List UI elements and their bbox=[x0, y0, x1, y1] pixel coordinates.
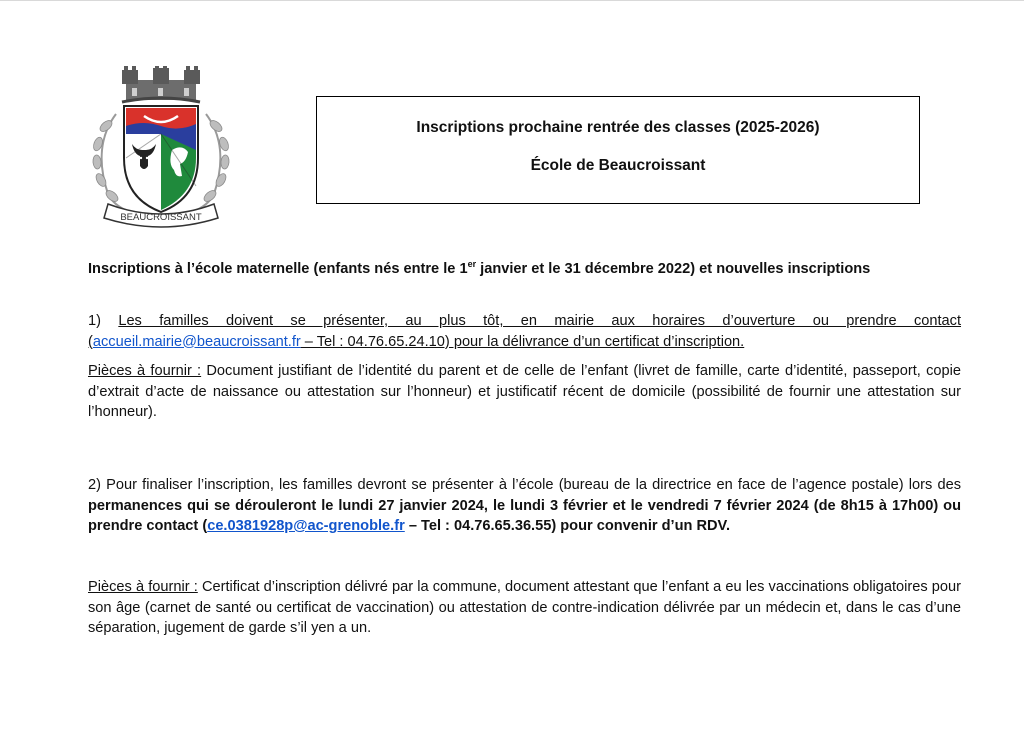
documents-paragraph-2 bbox=[88, 577, 961, 639]
documents-paragraph-1 bbox=[88, 361, 961, 423]
coat-of-arms-icon bbox=[86, 66, 236, 228]
heading-text-start: Inscriptions à l’école maternelle (enfants nés entre le 1 bbox=[88, 261, 468, 277]
step-2-text-end: – Tel : 04.76.65.36.55) pour convenir d’un RDV. bbox=[404, 518, 730, 534]
documents-text-2: Certificat d’inscription délivré par la commune, document attestant que l’enfant a eu les vaccinations obligatoires pour son âge (carnet de santé ou certificat de vaccination) ou attestation de contre-indication délivrée par un médecin et, dans le cas d’une séparation, jugement de garde s’il yen a un. bbox=[88, 579, 962, 636]
mural-crown-icon bbox=[122, 66, 200, 102]
documents-text-1: Document justifiant de l’identité du parent et de celle de l’enfant (livret de famille, carte d’identité, passeport, copie d’extrait d’acte de naissance ou attestation sur l’honneur) et justificatif récent de domicile (possibilité de fournir une attestation sur l’honneur). bbox=[88, 363, 961, 420]
step-1-paragraph bbox=[88, 311, 961, 352]
banner-text: BEAUCROISSANT bbox=[120, 212, 202, 223]
step-2-paragraph bbox=[88, 475, 961, 537]
mairie-email-link[interactable]: accueil.mairie@beaucroissant.fr bbox=[92, 333, 301, 350]
step-2-permanences: permanences qui se dérouleront le lundi 27 janvier 2024, le lundi 3 février et le vendredi 7 février 2024 (de 8h15 à 17h00) ou prendre contact ( bbox=[88, 497, 961, 534]
shield-icon bbox=[124, 106, 198, 212]
step-1-text-end: – Tel : 04.76.65.24.10) pour la délivrance d’un certificat d’inscription. bbox=[300, 333, 745, 350]
title-box bbox=[316, 96, 920, 204]
school-name: École de Beaucroissant bbox=[530, 157, 706, 174]
document-title: Inscriptions prochaine rentrée des classes (2025-2026) bbox=[416, 119, 820, 136]
step-2-text-start: 2) Pour finaliser l’inscription, les familles devront se présenter à l’école (bureau de la directrice en face de l’agence postale) lors des bbox=[88, 477, 961, 493]
page-top-border bbox=[0, 0, 1024, 1]
school-email-link[interactable]: ce.0381928p@ac-grenoble.fr bbox=[207, 518, 405, 534]
heading-superscript: er bbox=[467, 259, 477, 269]
step-1-number: 1) bbox=[88, 313, 119, 329]
documents-label-1: Pièces à fournir : bbox=[88, 363, 202, 379]
step-1-text-start: Les familles doivent se présenter, au plus tôt, en mairie aux horaires d’ouverture ou prendre contact ( bbox=[88, 313, 962, 350]
section-heading bbox=[88, 261, 968, 277]
heading-text-end: janvier et le 31 décembre 2022) et nouvelles inscriptions bbox=[476, 261, 871, 277]
documents-label-2: Pièces à fournir : bbox=[88, 579, 198, 595]
